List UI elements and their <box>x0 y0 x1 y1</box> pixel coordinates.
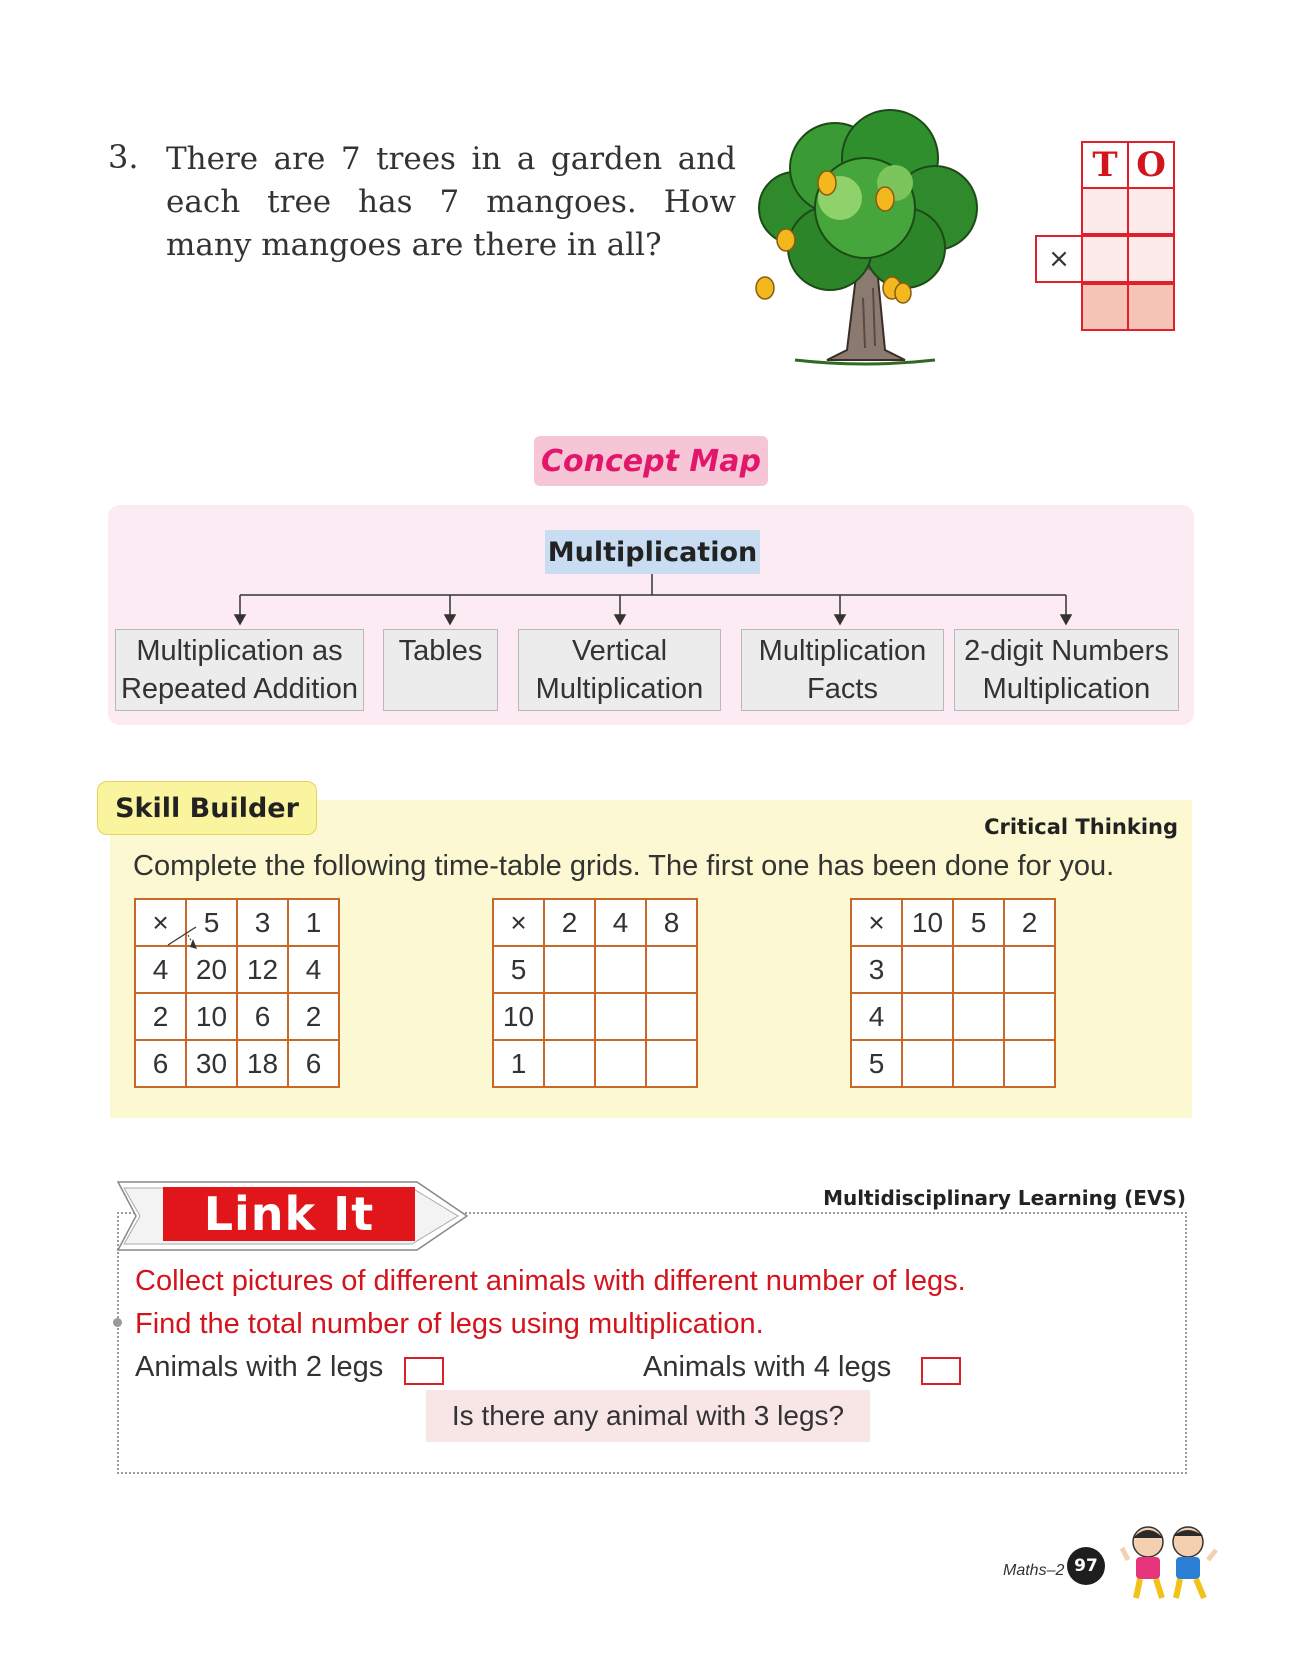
to-grid-operator: × <box>1035 235 1083 283</box>
two-legs-label: Animals with 2 legs <box>135 1351 384 1383</box>
grid-row-header: 3 <box>851 946 902 993</box>
concept-branch-line2: Multiplication <box>982 673 1151 705</box>
concept-branch-line1: Vertical <box>571 635 668 667</box>
concept-branch-line2: Multiplication <box>535 673 704 705</box>
to-grid-ones-header: O <box>1127 141 1175 189</box>
skill-builder-label: Skill Builder <box>97 781 317 835</box>
three-legs-question: Is there any animal with 3 legs? <box>426 1390 870 1442</box>
times-table-grid-2 <box>492 898 698 1088</box>
grid-row-header: 10 <box>493 993 544 1040</box>
to-grid-tens-header: T <box>1081 141 1129 189</box>
kids-mascot-illustration <box>1118 1520 1220 1604</box>
two-legs-answer-box[interactable] <box>404 1357 444 1385</box>
grid-answer-cell[interactable] <box>1004 993 1055 1040</box>
grid-cell: 2 <box>288 993 339 1040</box>
question-number: 3. <box>108 138 139 176</box>
grid-row-header: 5 <box>493 946 544 993</box>
page-number: 97 <box>1067 1547 1105 1585</box>
grid-answer-cell[interactable] <box>1004 946 1055 993</box>
grid-cell: 30 <box>186 1040 237 1087</box>
grid-col-header: 4 <box>595 899 646 946</box>
link-it-line-1: Collect pictures of different animals with different number of legs. <box>135 1265 966 1297</box>
grid-answer-cell[interactable] <box>544 993 595 1040</box>
multidisciplinary-tag: Multidisciplinary Learning (EVS) <box>823 1186 1186 1210</box>
grid-cell: 6 <box>237 993 288 1040</box>
grid-col-header: 5 <box>186 899 237 946</box>
grid-col-header: 3 <box>237 899 288 946</box>
grid-cell: 12 <box>237 946 288 993</box>
grid-answer-cell[interactable] <box>902 1040 953 1087</box>
grid-col-header: 2 <box>544 899 595 946</box>
question-text: There are 7 trees in a garden and each tree has 7 mangoes. How many mangoes are there in all? <box>166 141 736 263</box>
grid-answer-cell[interactable] <box>544 946 595 993</box>
concept-branch-line1: Multiplication as <box>136 635 343 667</box>
grid-row-header: 5 <box>851 1040 902 1087</box>
grid-col-header: 1 <box>288 899 339 946</box>
grid-cell: 20 <box>186 946 237 993</box>
grid-row-header: 2 <box>135 993 186 1040</box>
concept-map-connectors <box>0 0 1296 720</box>
four-legs-answer-box[interactable] <box>921 1357 961 1385</box>
concept-map-root: Multiplication <box>545 530 760 574</box>
concept-branch-line2: Repeated Addition <box>120 673 359 705</box>
concept-branch-line1: 2-digit Numbers <box>964 635 1169 667</box>
grid-cell: 4 <box>288 946 339 993</box>
concept-branch-2-digit-numbers <box>954 629 1179 711</box>
critical-thinking-tag: Critical Thinking <box>984 815 1178 839</box>
bullet-icon <box>113 1318 122 1327</box>
grid-row-header: 4 <box>851 993 902 1040</box>
grid-answer-cell[interactable] <box>953 1040 1004 1087</box>
concept-branch-line2: Facts <box>807 673 878 705</box>
grid-corner: × <box>851 899 902 946</box>
grid-row-header: 4 <box>135 946 186 993</box>
grid-answer-cell[interactable] <box>646 946 697 993</box>
grid-row-header: 6 <box>135 1040 186 1087</box>
grid-cell: 10 <box>186 993 237 1040</box>
grid-answer-cell[interactable] <box>595 946 646 993</box>
link-it-line-2: Find the total number of legs using multiplication. <box>135 1308 764 1340</box>
grid-corner: × <box>493 899 544 946</box>
grid-row-header: 1 <box>493 1040 544 1087</box>
concept-branch-repeated-addition <box>115 629 364 711</box>
grid-col-header: 8 <box>646 899 697 946</box>
grid-col-header: 5 <box>953 899 1004 946</box>
grid-col-header: 10 <box>902 899 953 946</box>
grid-cell: 6 <box>288 1040 339 1087</box>
skill-builder-instruction: Complete the following time-table grids. The first one has been done for you. <box>133 850 1115 882</box>
concept-branch-multiplication-facts <box>741 629 944 711</box>
grid-answer-cell[interactable] <box>1004 1040 1055 1087</box>
concept-branch-line1: Tables <box>398 635 483 667</box>
grid-col-header: 2 <box>1004 899 1055 946</box>
grid-answer-cell[interactable] <box>953 946 1004 993</box>
grid-answer-cell[interactable] <box>646 993 697 1040</box>
times-table-grid-3 <box>850 898 1056 1088</box>
grid-answer-cell[interactable] <box>646 1040 697 1087</box>
four-legs-label: Animals with 4 legs <box>643 1351 892 1383</box>
link-it-label: Link It <box>163 1187 415 1241</box>
example-arrow-icon <box>160 915 210 965</box>
concept-branch-line1: Multiplication <box>758 635 927 667</box>
concept-branch-vertical-multiplication <box>518 629 721 711</box>
grid-answer-cell[interactable] <box>544 1040 595 1087</box>
grid-answer-cell[interactable] <box>595 993 646 1040</box>
grid-answer-cell[interactable] <box>595 1040 646 1087</box>
book-title: Maths–2 <box>1003 1562 1065 1579</box>
concept-map-title: Concept Map <box>534 436 768 486</box>
grid-corner: × <box>135 899 186 946</box>
concept-branch-tables <box>383 629 498 711</box>
grid-answer-cell[interactable] <box>902 993 953 1040</box>
grid-cell: 18 <box>237 1040 288 1087</box>
grid-answer-cell[interactable] <box>953 993 1004 1040</box>
grid-answer-cell[interactable] <box>902 946 953 993</box>
